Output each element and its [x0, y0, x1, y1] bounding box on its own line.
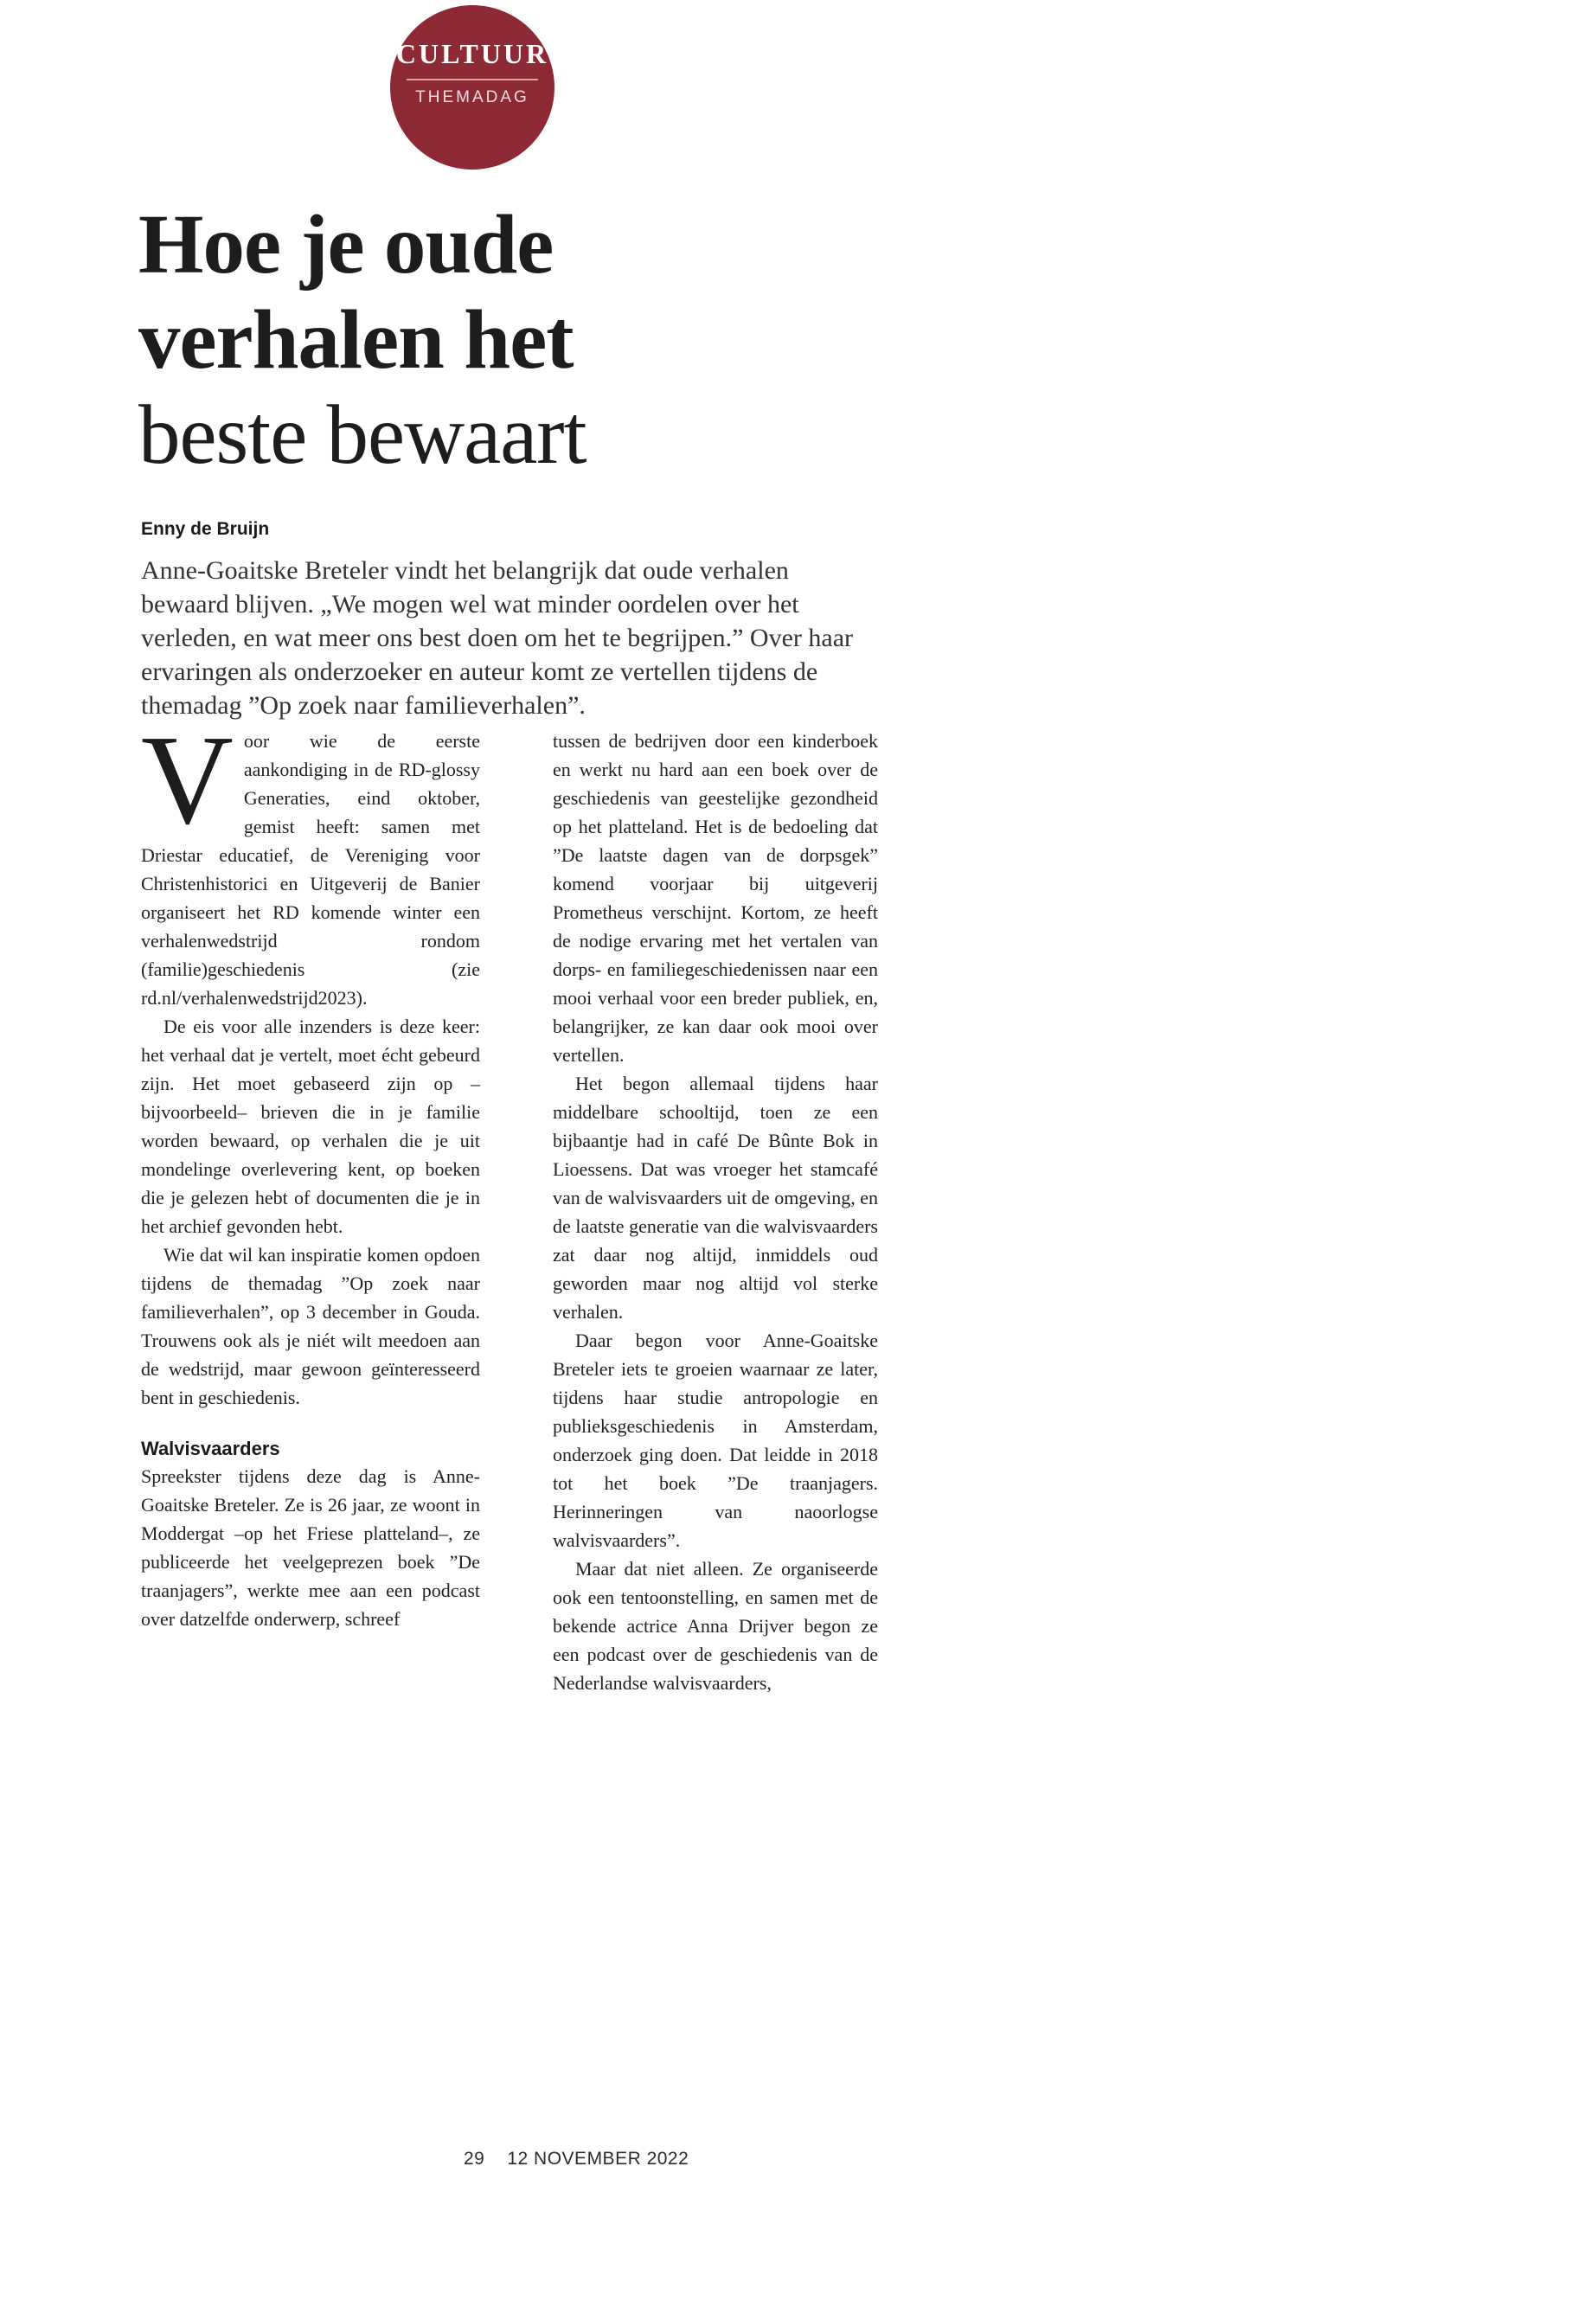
article-headline: [138, 197, 586, 483]
paragraph-dropcap: [141, 709, 480, 1012]
paragraph: De eis voor alle inzenders is deze keer: het verhaal dat je vertelt, moet écht gebeurd zijn. Het moet gebaseerd zijn op –bijvoorbeeld– brieven die in je familie worden bewaard, op verhalen die je uit mondelinge overlevering kent, op boeken die je gelezen hebt of documenten die je in het archief gevonden hebt.: [141, 1016, 480, 1237]
paragraph: tussen de bedrijven door een kinderboek en werkt nu hard aan een boek over de geschiedenis van geestelijke gezondheid op het platteland. Het is de bedoeling dat ”De laatste dagen van de dorpsgek” komend voorjaar bij uitgeverij Prometheus verschijnt. Kortom, ze heeft de nodige ervaring met het vertalen van dorps- en familiegeschiedenissen naar een mooi verhaal voor een breder publiek, en, belangrijker, ze kan daar ook mooi over vertellen.: [553, 730, 878, 1066]
headline-line-3: beste bewaart: [138, 388, 586, 481]
headline-line-2: verhalen het: [138, 293, 574, 386]
issue-date: 12 NOVEMBER 2022: [507, 2149, 689, 2169]
paragraph: Maar dat niet alleen. Ze organiseerde ook een tentoonstelling, en samen met de bekende actrice Anna Drijver begon ze een podcast over de geschiedenis van de Nederlandse walvisvaarders,: [553, 1558, 878, 1694]
paragraph: Wie dat wil kan inspiratie komen opdoen tijdens de themadag ”Op zoek naar familieverhalen”, op 3 december in Gouda. Trouwens ook als je niét wilt meedoen aan de wedstrijd, maar gewoon geïnteresseerd bent in geschiedenis.: [141, 1244, 480, 1408]
subhead-walvisvaarders: Walvisvaarders: [141, 1438, 280, 1459]
article-body: [141, 709, 878, 1697]
article-intro: Anne-Goaitske Breteler vindt het belangrijk dat oude verhalen bewaard blijven. „We mogen wel wat minder oordelen over het verleden, en wat meer ons best doen om het te begrijpen.” Over haar ervaringen als onderzoeker en auteur komt ze vertellen tijdens de themadag ”Op zoek naar familieverhalen”.: [141, 556, 854, 720]
section-subtitle: THEMADAG: [415, 88, 529, 106]
page-footer: [464, 2149, 689, 2170]
drop-cap: V: [141, 709, 234, 851]
page-number: 29: [464, 2149, 485, 2169]
author-byline: Enny de Bruijn: [141, 519, 270, 539]
section-badge: [390, 5, 554, 170]
paragraph: Het begon allemaal tijdens haar middelbare schooltijd, toen ze een bijbaantje had in café De Bûnte Bok in Lioessens. Dat was vroeger het stamcafé van de walvisvaarders uit de omgeving, en de laatste generatie van die walvisvaarders zat daar nog altijd, inmiddels oud geworden maar nog altijd vol sterke verhalen.: [553, 1073, 878, 1323]
headline-line-1: Hoe je oude: [138, 198, 554, 291]
section-title: CULTUUR: [395, 38, 549, 69]
body-column-right: [553, 727, 878, 1697]
body-column-left: [141, 709, 480, 1697]
paragraph: Daar begon voor Anne-Goaitske Breteler iets te groeien waarnaar ze later, tijdens haar studie antropologie en publieksgeschiedenis in Amsterdam, onderzoek ging doen. Dat leidde in 2018 tot het boek ”De traanjagers. Herinneringen van naoorlogse walvisvaarders”.: [553, 1330, 878, 1551]
badge-divider: [407, 79, 538, 80]
paragraph: Spreekster tijdens deze dag is Anne-Goaitske Breteler. Ze is 26 jaar, ze woont in Moddergat –op het Friese platteland–, ze publiceerde het veelgeprezen boek ”De traanjagers”, werkte mee aan een podcast over datzelfde onderwerp, schreef: [141, 1465, 480, 1630]
paragraph-text: oor wie de eerste aankondiging in de RD-glossy Generaties, eind oktober, gemist heeft: samen met Driestar educatief, de Vereniging voor Christenhistorici en Uitgeverij de Banier organiseert het RD komende winter een verhalenwedstrijd rondom (familie)geschiedenis (zie rd.nl/verhalenwedstrijd2023).: [141, 730, 480, 1009]
